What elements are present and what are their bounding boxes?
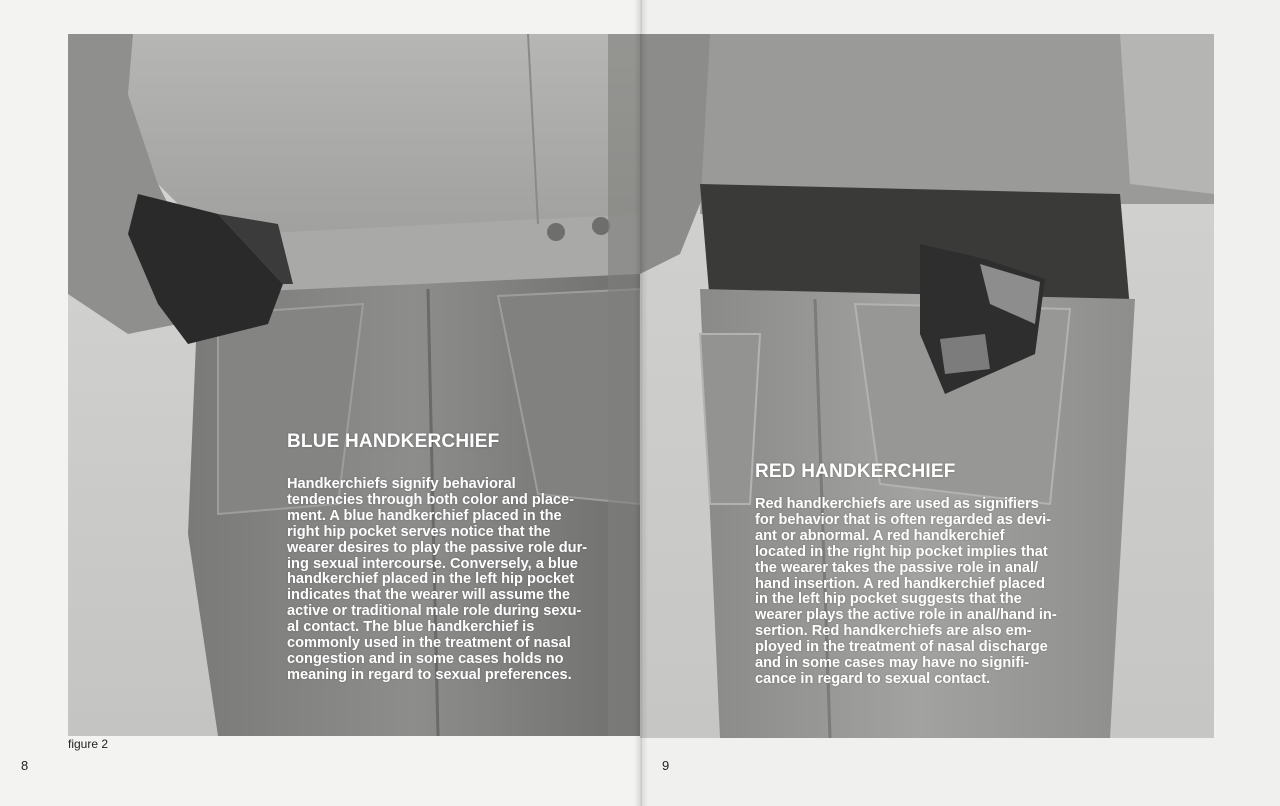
page-number-right: 9 [662,758,670,773]
blue-handkerchief-body-text: Handkerchiefs signify behavioral tendencies through both color and place- ment. A blue handkerchief placed in the right hip pocket serves notice that the wearer desires to play the passive role dur- ing sexual intercourse. Conversely, a blue handkerchief placed in the left hip pocket indicates that the wearer will assume the active or traditional male role during sexu- al contact. The blue handkerchief is commonly used in the treatment of nasal congestion and in some cases holds no meaning in regard to sexual preferences. [287,476,588,683]
figure-caption: figure 2 [68,737,109,751]
page-number-left: 8 [21,758,29,773]
book-gutter-shadow [634,0,648,806]
red-handkerchief-heading: RED HANDKERCHIEF [755,461,956,482]
blue-handkerchief-heading: BLUE HANDKERCHIEF [287,431,500,452]
red-handkerchief-body-text: Red handkerchiefs are used as signifiers for behavior that is often regarded as devi- ant or abnormal. A red handkerchief located in the right hip pocket implies that the wearer takes the passive role in anal/ hand insertion. A red handkerchief placed in the left hip pocket suggests that the wearer plays the active role in anal/hand in- sertion. Red handkerchiefs are also em- ployed in the treatment of nasal discharge and in some cases may have no signifi- cance in regard to sexual contact. [755,496,1057,687]
